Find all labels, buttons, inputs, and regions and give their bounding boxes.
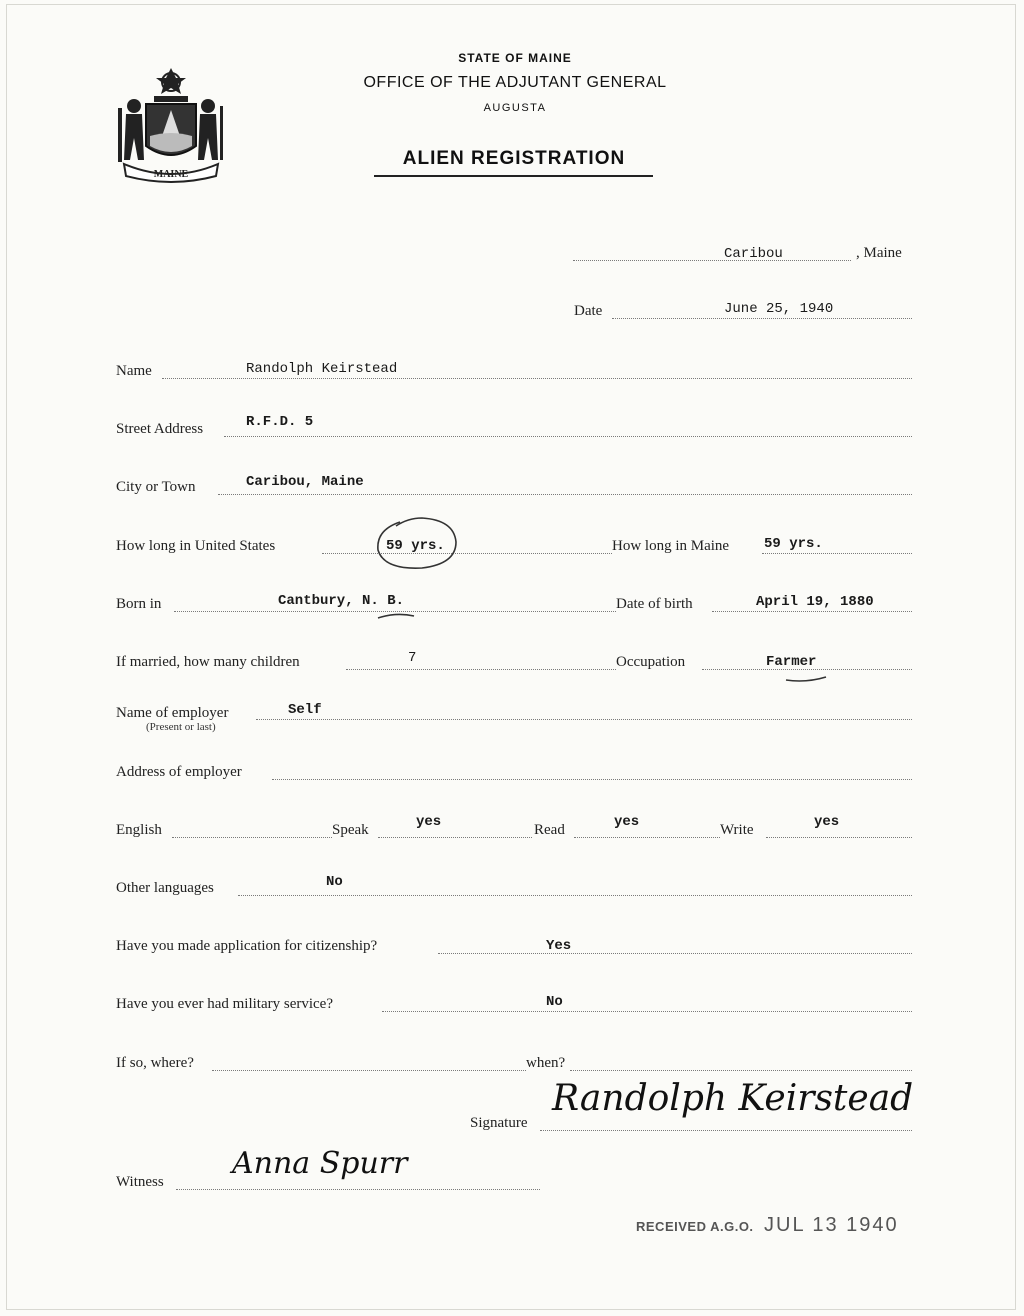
street-dotted-line	[224, 436, 912, 437]
state-heading: STATE OF MAINE	[458, 51, 572, 65]
city-heading: AUGUSTA	[483, 102, 547, 114]
born-in-label: Born in	[116, 596, 162, 612]
occupation-value: Farmer	[766, 654, 817, 670]
how-long-us-value: 59 yrs.	[386, 538, 445, 554]
how-long-maine-value: 59 yrs.	[764, 536, 823, 552]
english-label: English	[116, 822, 162, 838]
place-value: Caribou	[724, 246, 783, 262]
witness-dotted-line	[176, 1189, 540, 1190]
name-dotted-line	[162, 378, 912, 379]
speak-dotted-line	[378, 837, 532, 838]
employer-address-label: Address of employer	[116, 764, 242, 780]
signature-dotted-line	[540, 1130, 912, 1131]
received-stamp-date: JUL 13 1940	[764, 1214, 899, 1236]
employer-label: Name of employer	[116, 705, 229, 721]
dob-value: April 19, 1880	[756, 594, 874, 610]
write-value: yes	[814, 814, 840, 830]
citizenship-label: Have you made application for citizenship?	[116, 938, 378, 954]
document-title: ALIEN REGISTRATION	[402, 148, 626, 169]
street-label: Street Address	[116, 421, 204, 437]
occupation-label: Occupation	[616, 654, 686, 670]
write-dotted-line	[766, 837, 912, 838]
where-label: If so, where?	[116, 1055, 194, 1071]
employer-sublabel: (Present or last)	[146, 721, 216, 733]
place-suffix: , Maine	[856, 245, 902, 261]
handwritten-underline-mark	[376, 610, 416, 622]
handwritten-underline-mark	[784, 674, 828, 684]
signature-label: Signature	[470, 1115, 528, 1131]
city-town-label: City or Town	[116, 479, 196, 495]
signature-handwriting: Randolph Keirstead	[552, 1078, 914, 1119]
where-dotted-line	[212, 1070, 526, 1071]
office-heading: OFFICE OF THE ADJUTANT GENERAL	[363, 74, 667, 91]
date-value: June 25, 1940	[724, 301, 834, 317]
how-long-maine-dotted-line	[762, 553, 912, 554]
street-value: R.F.D. 5	[246, 414, 314, 430]
how-long-us-dotted-line	[322, 553, 612, 554]
speak-label: Speak	[332, 822, 369, 838]
english-dotted-line	[172, 837, 332, 838]
read-label: Read	[534, 822, 565, 838]
born-in-value: Cantbury, N. B.	[278, 593, 405, 609]
city-town-dotted-line	[218, 494, 912, 495]
when-label: when?	[526, 1055, 566, 1071]
military-label: Have you ever had military service?	[116, 996, 333, 1012]
employer-address-dotted-line	[272, 779, 912, 780]
how-long-us-label: How long in United States	[116, 538, 276, 554]
children-value: 7	[408, 650, 417, 666]
employer-value: Self	[288, 702, 322, 718]
dob-label: Date of birth	[616, 596, 693, 612]
read-dotted-line	[574, 837, 720, 838]
witness-handwriting: Anna Spurr	[232, 1146, 408, 1181]
received-stamp	[636, 1214, 899, 1237]
children-dotted-line	[346, 669, 616, 670]
write-label: Write	[720, 822, 754, 838]
seal-banner-text: MAINE	[153, 169, 189, 180]
witness-label: Witness	[116, 1174, 164, 1190]
military-dotted-line	[382, 1011, 912, 1012]
other-languages-dotted-line	[238, 895, 912, 896]
military-value: No	[546, 994, 563, 1010]
title-underline	[374, 175, 653, 177]
citizenship-dotted-line	[438, 953, 912, 954]
other-languages-value: No	[326, 874, 343, 890]
dob-dotted-line	[712, 611, 912, 612]
maine-seal-icon	[116, 64, 226, 186]
citizenship-value: Yes	[546, 938, 572, 954]
employer-dotted-line	[256, 719, 912, 720]
other-languages-label: Other languages	[116, 880, 214, 896]
date-label: Date	[574, 303, 603, 319]
name-label: Name	[116, 363, 152, 379]
place-dotted-line	[573, 260, 851, 261]
received-stamp-prefix: RECEIVED A.G.O.	[636, 1219, 754, 1234]
speak-value: yes	[416, 814, 442, 830]
date-dotted-line	[612, 318, 912, 319]
city-town-value: Caribou, Maine	[246, 474, 364, 490]
children-label: If married, how many children	[116, 654, 300, 670]
when-dotted-line	[570, 1070, 912, 1071]
read-value: yes	[614, 814, 640, 830]
name-value: Randolph Keirstead	[246, 361, 398, 377]
how-long-maine-label: How long in Maine	[612, 538, 730, 554]
